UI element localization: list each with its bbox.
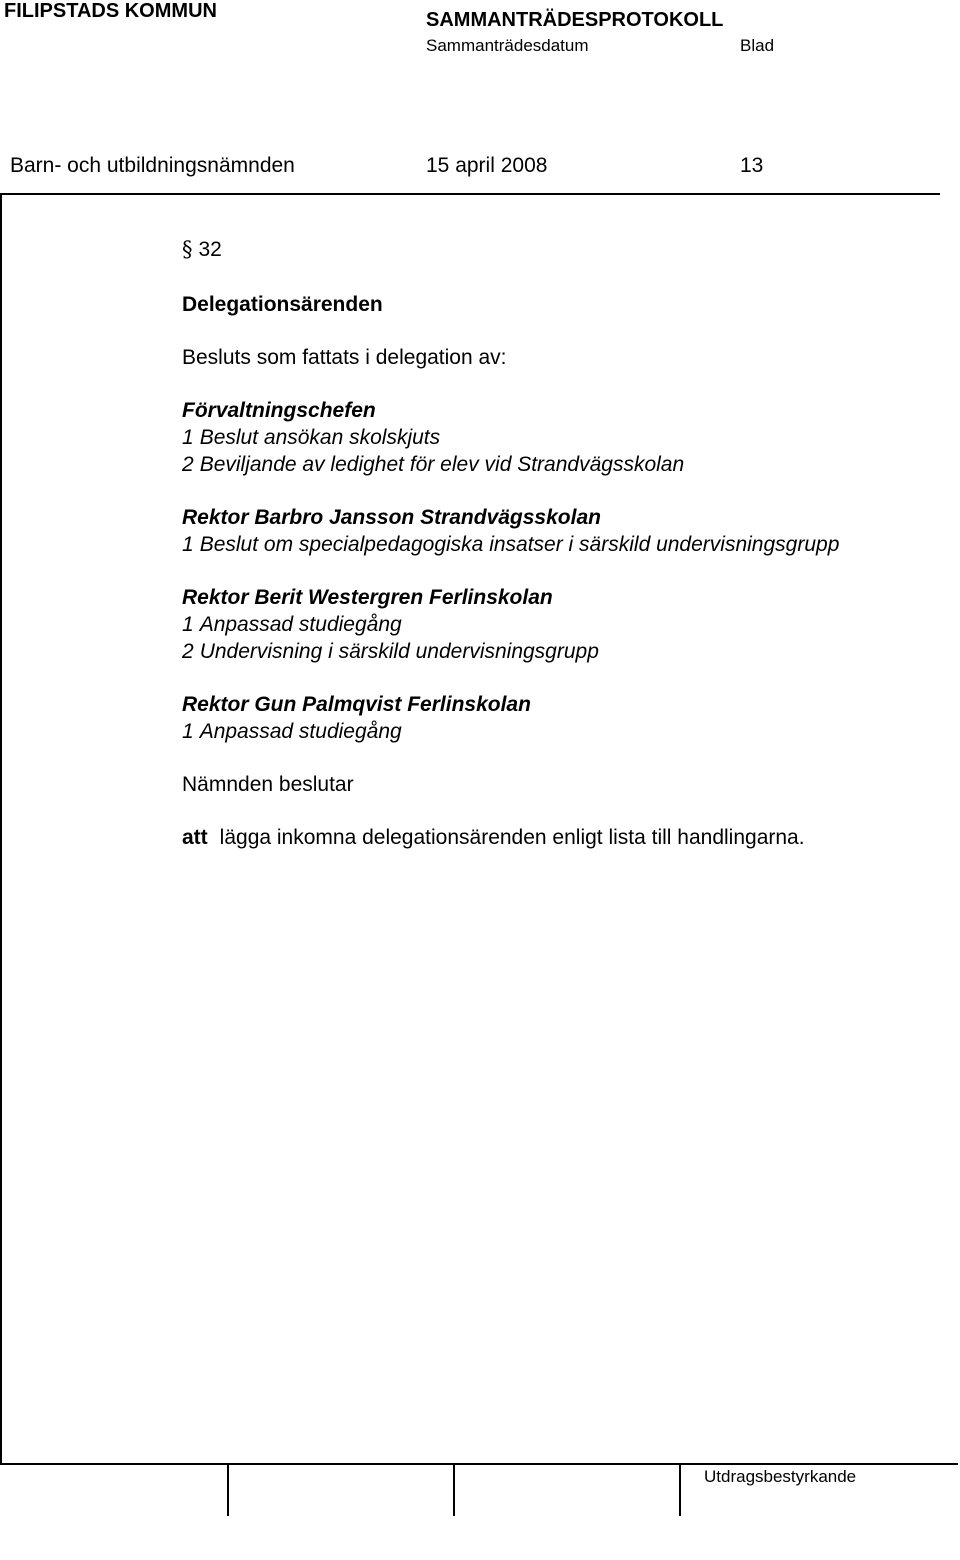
decision-intro: Nämnden beslutar — [182, 773, 354, 796]
delegation-item — [182, 424, 942, 451]
signature-box-divider — [227, 1463, 229, 1516]
delegation-item — [182, 638, 942, 665]
meeting-date: 15 april 2008 — [426, 154, 548, 177]
item-text: Beviljande av ledighet för elev vid Strandvägsskolan — [199, 453, 685, 476]
item-number: 1 — [182, 426, 194, 449]
decision-text: lägga inkomna delegationsärenden enligt lista till handlingarna. — [219, 826, 805, 849]
delegation-group-heading: Rektor Berit Westergren Ferlinskolan — [182, 586, 553, 609]
document-type: SAMMANTRÄDESPROTOKOLL — [426, 9, 724, 31]
decision-att-keyword: att — [182, 826, 208, 849]
protocol-section — [182, 236, 942, 851]
delegation-group-heading: Rektor Barbro Jansson Strandvägsskolan — [182, 506, 601, 529]
section-symbol: § — [182, 237, 193, 261]
delegation-group — [182, 504, 942, 558]
item-text: Beslut om specialpedagogiska insatser i särskild undervisningsgrupp — [199, 533, 840, 556]
delegation-item — [182, 718, 942, 745]
page-number: 13 — [740, 154, 764, 177]
delegation-item — [182, 611, 942, 638]
frame-left-border — [0, 193, 2, 1463]
delegation-group — [182, 397, 942, 478]
delegation-group-heading: Förvaltningschefen — [182, 399, 376, 422]
signature-box-divider — [679, 1463, 681, 1516]
frame-top-border — [0, 193, 940, 195]
item-number: 1 — [182, 533, 194, 556]
certification-label: Utdragsbestyrkande — [704, 1467, 857, 1486]
section-number: 32 — [198, 238, 222, 261]
item-text: Anpassad studiegång — [199, 613, 402, 636]
item-number: 1 — [182, 613, 194, 636]
item-number: 1 — [182, 720, 194, 743]
committee-name: Barn- och utbildningsnämnden — [10, 154, 295, 177]
delegation-item — [182, 531, 942, 558]
frame-bottom-border — [0, 1463, 958, 1465]
signature-box-divider — [453, 1463, 455, 1516]
section-intro: Besluts som fattats i delegation av: — [182, 346, 507, 369]
municipality-name: FILIPSTADS KOMMUN — [4, 0, 217, 22]
delegation-group — [182, 584, 942, 665]
paragraph-number — [182, 236, 942, 263]
decision-clause — [182, 824, 942, 851]
item-text: Undervisning i särskild undervisningsgrupp — [199, 640, 599, 663]
section-title: Delegationsärenden — [182, 293, 383, 316]
delegation-item — [182, 451, 942, 478]
page-label: Blad — [740, 36, 775, 55]
item-text: Anpassad studiegång — [199, 720, 402, 743]
item-number: 2 — [182, 640, 194, 663]
delegation-group — [182, 691, 942, 745]
item-number: 2 — [182, 453, 194, 476]
date-label: Sammanträdesdatum — [426, 36, 589, 55]
item-text: Beslut ansökan skolskjuts — [199, 426, 441, 449]
delegation-group-heading: Rektor Gun Palmqvist Ferlinskolan — [182, 693, 531, 716]
